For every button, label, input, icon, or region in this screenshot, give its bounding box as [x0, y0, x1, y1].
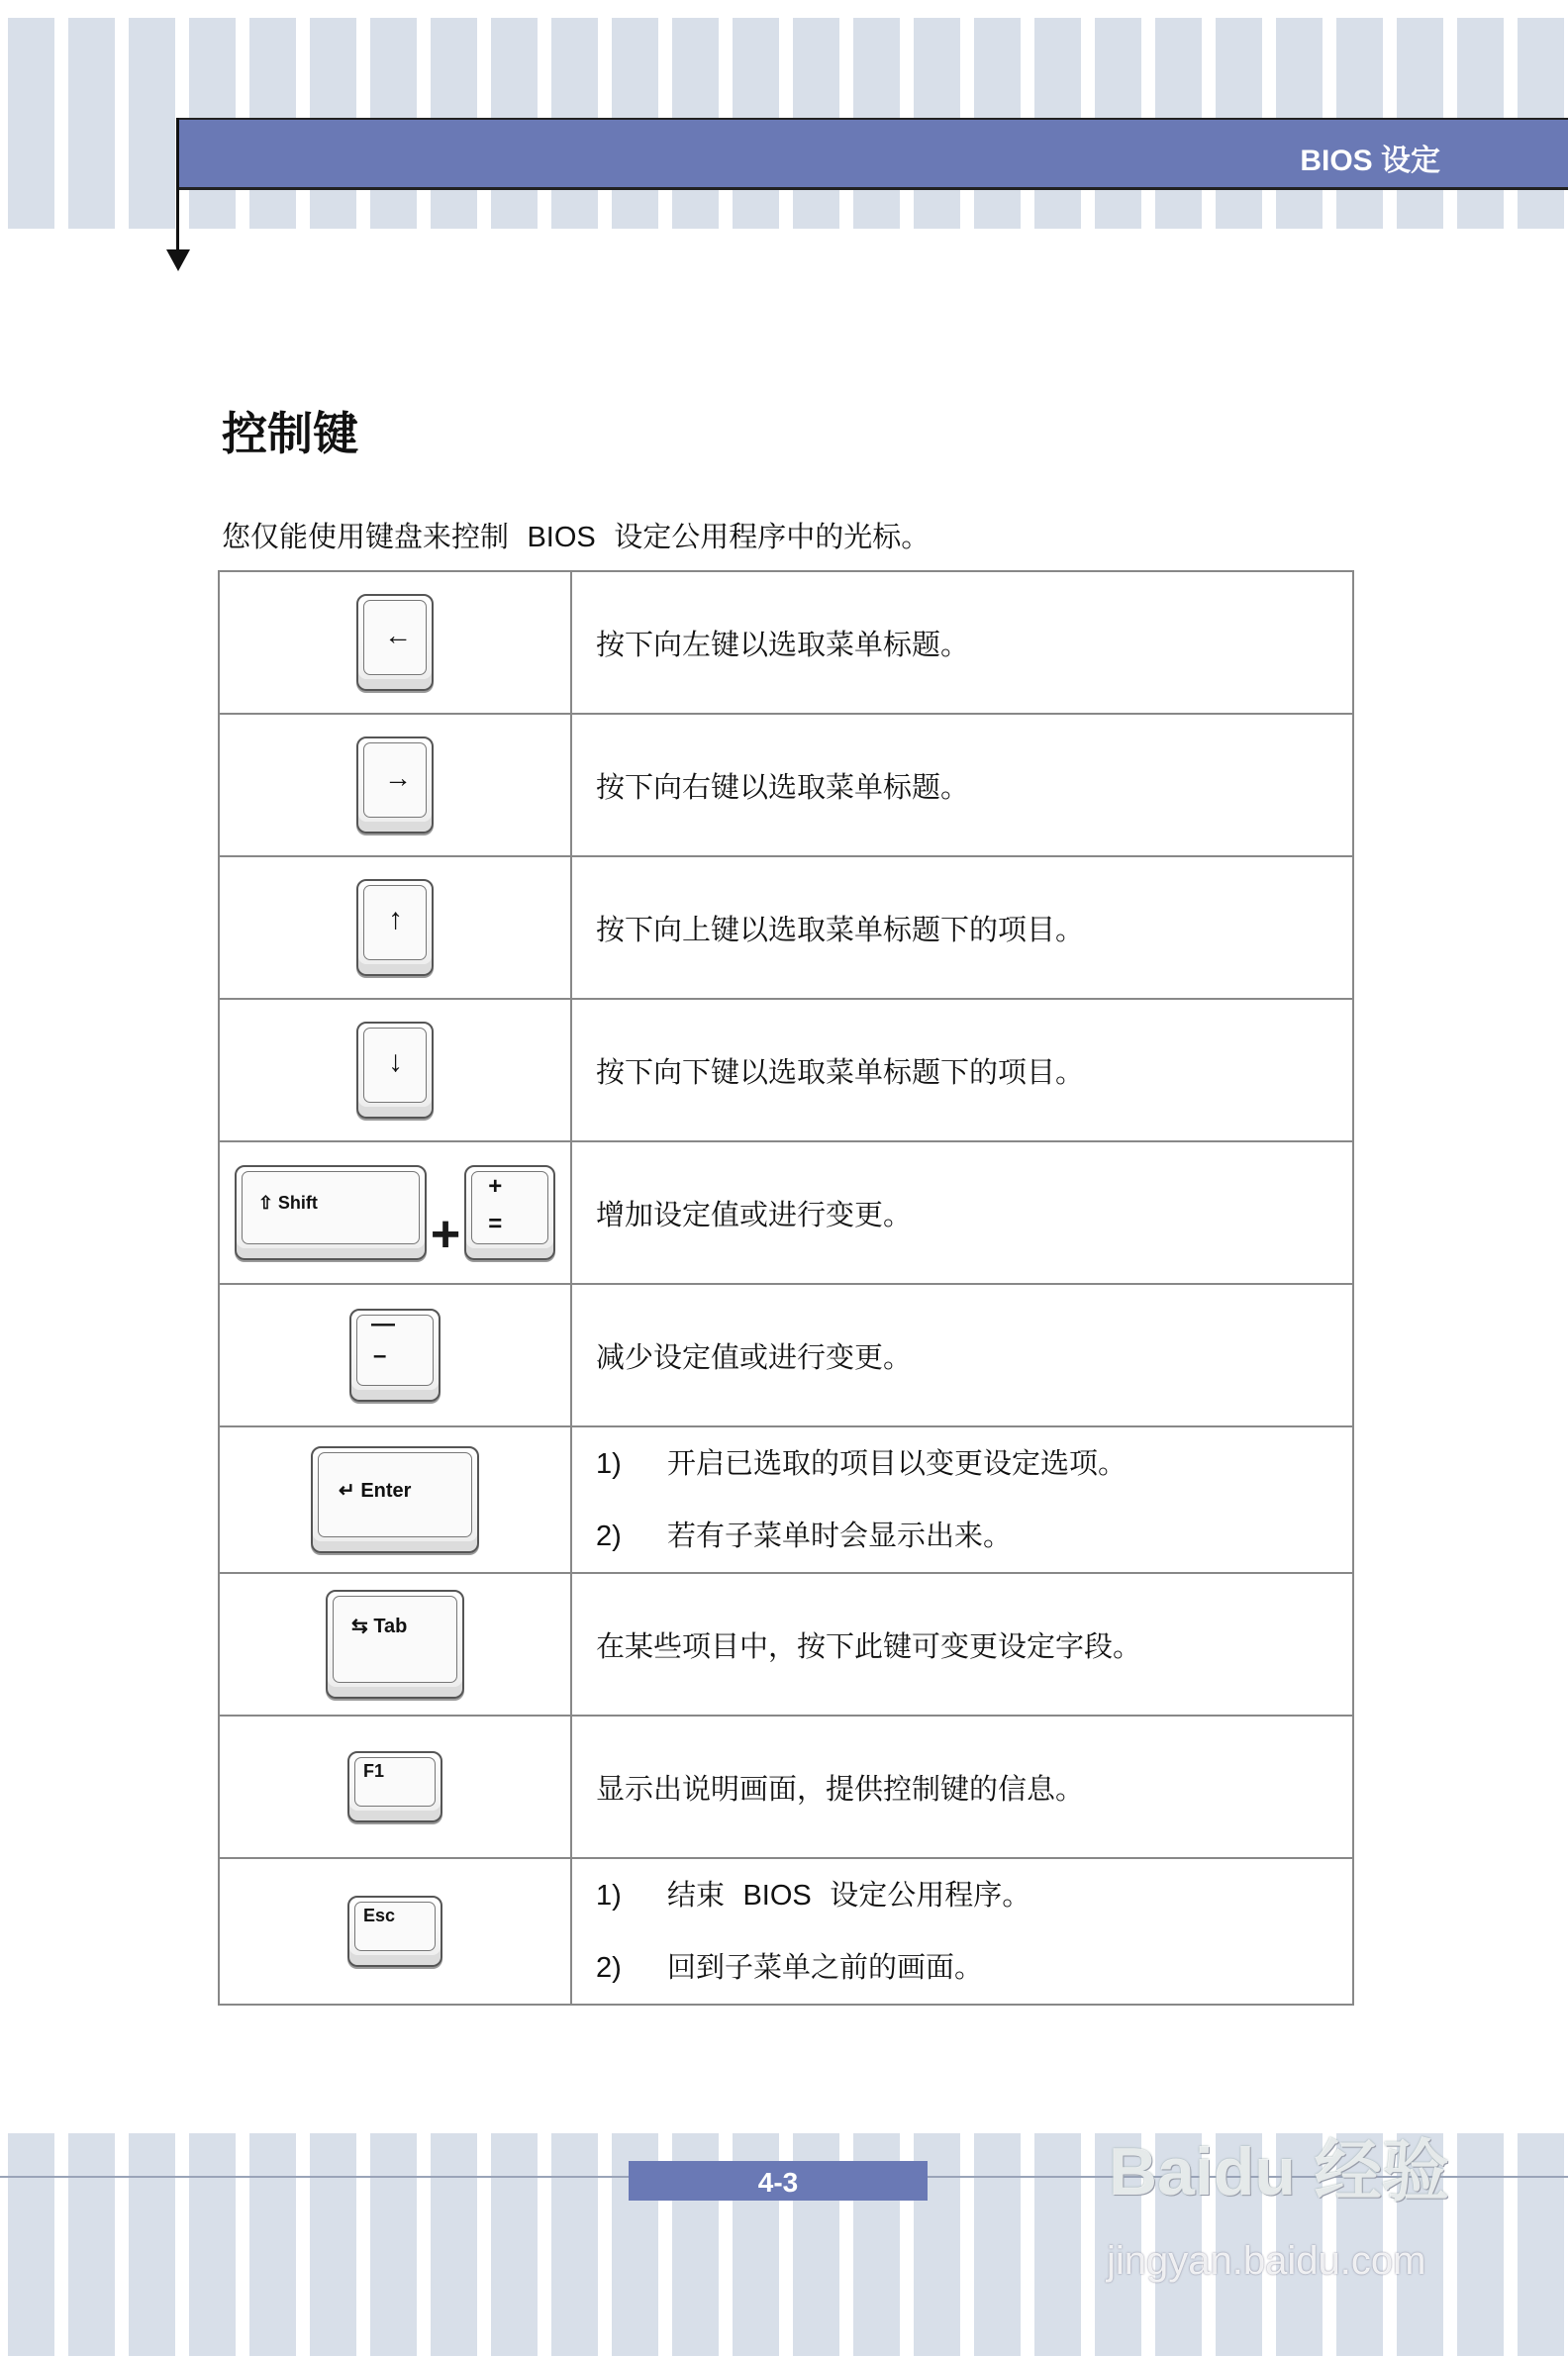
watermark-logo: Baidu 经验: [1109, 2134, 1449, 2209]
header-pointer-arrow-icon: [166, 249, 190, 271]
page-number: 4-3: [757, 2167, 799, 2198]
shift-key-icon: ⇧ Shift: [235, 1165, 427, 1260]
table-row: [219, 1426, 1353, 1573]
key-description: 显示出说明画面，提供控制键的信息。: [571, 1716, 1353, 1858]
table-row: [219, 1716, 1353, 1858]
key-description: 按下向上键以选取菜单标题下的项目。: [571, 856, 1353, 999]
key-description: 按下向下键以选取菜单标题下的项目。: [571, 999, 1353, 1141]
intro-text: [222, 515, 930, 555]
plus-sign: +: [430, 1206, 461, 1263]
minus-key-icon: — –: [349, 1309, 441, 1402]
table-row: [219, 714, 1353, 856]
header-bar: [176, 118, 1568, 190]
key-description: 减少设定值或进行变更。: [571, 1284, 1353, 1426]
key-description: 1) 结束 BIOS 设定公用程序。 2) 回到子菜单之前的画面。: [571, 1858, 1353, 2005]
plus-equals-key-icon: + =: [464, 1165, 555, 1260]
table-row: [219, 1858, 1353, 2005]
key-description: 按下向左键以选取菜单标题。: [571, 571, 1353, 714]
page-number-box: [629, 2161, 928, 2201]
key-description: 1) 开启已选取的项目以变更设定选项。 2) 若有子菜单时会显示出来。: [571, 1426, 1353, 1573]
header-pointer-line: [176, 118, 179, 256]
up-arrow-key-icon: ↑: [356, 879, 434, 976]
down-arrow-key-icon: ↓: [356, 1022, 434, 1119]
table-row: [219, 1284, 1353, 1426]
key-description: 增加设定值或进行变更。: [571, 1141, 1353, 1284]
table-row: [219, 856, 1353, 999]
watermark-url: jingyan.baidu.com: [1107, 2239, 1426, 2283]
table-row: [219, 571, 1353, 714]
table-row: [219, 1141, 1353, 1284]
intro-bios: BIOS: [527, 522, 596, 553]
intro-before: 您仅能使用键盘来控制: [222, 520, 510, 553]
key-description: 按下向右键以选取菜单标题。: [571, 714, 1353, 856]
enter-key-icon: ↵ Enter: [311, 1446, 479, 1553]
key-description: 在某些项目中，按下此键可变更设定字段。: [571, 1573, 1353, 1716]
intro-after: 设定公用程序中的光标。: [614, 520, 931, 553]
tab-key-icon: ⇆ Tab: [326, 1590, 464, 1699]
table-row: [219, 999, 1353, 1141]
header-title: BIOS 设定: [1300, 145, 1440, 177]
table-row: [219, 1573, 1353, 1716]
section-title: 控制键: [222, 407, 358, 460]
right-arrow-key-icon: →: [356, 736, 434, 834]
f1-key-icon: F1: [347, 1751, 442, 1822]
left-arrow-key-icon: ←: [356, 594, 434, 691]
esc-key-icon: Esc: [347, 1896, 442, 1967]
control-keys-table: [218, 570, 1354, 2006]
